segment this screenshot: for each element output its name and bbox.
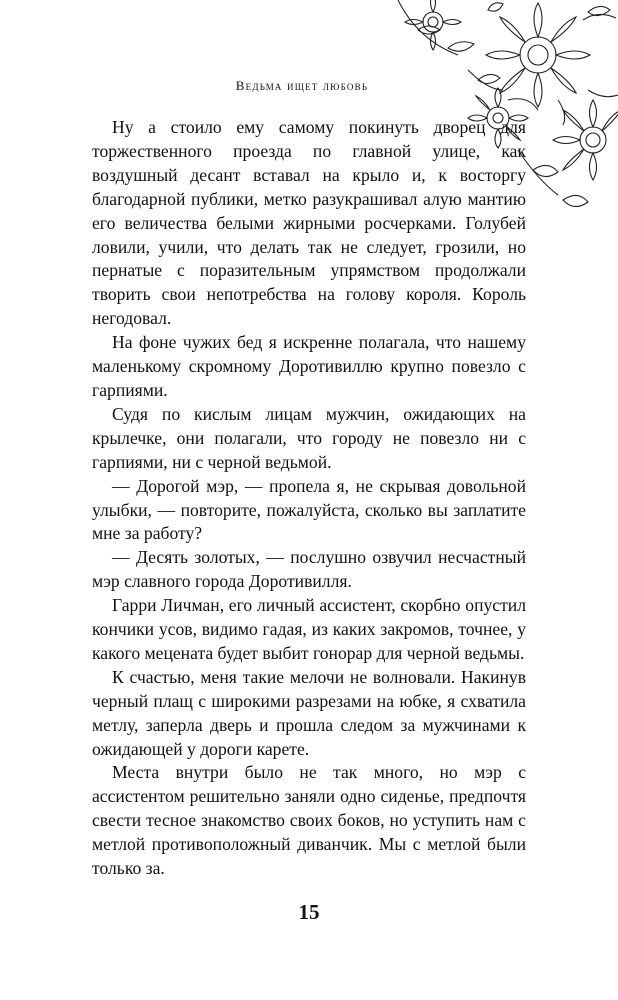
running-title: Ведьма ищет любовь — [235, 78, 369, 93]
paragraph: Ну а стоило ему самому покинуть дворец для торжественного проезда по главной улице, как воздушный десант вставал на крыло и, к восторгу благодарной публики, метко разукрашивал алую мантию его величества белыми жирными росчерками. Голубей ловили, учили, что делать так не следует, грозили, но пернатые с поразительным упрямством продолжали творить свои непотребства на голову короля. Король негодовал. — [92, 117, 526, 329]
paragraph: — Дорогой мэр, — пропела я, не скрывая довольной улыбки, — повторите, пожалуйста, сколько вы заплатите мне за работу? — [92, 475, 526, 544]
paragraph: Гарри Личман, его личный ассистент, скорбно опустил кончики усов, видимо гадая, из каких закромов, точнее, у какого мецената будет выбит гонорар для черной ведьмы. — [92, 595, 526, 663]
paragraph: Места внутри было не так много, но мэр с ассистентом решительно заняли одно сиденье, предпочтя свести тесное знакомство своих боков, но уступить нам с метлой противоположный диванчик. Мы с метлой были только за. — [92, 762, 526, 879]
page-number: 15 — [298, 900, 320, 924]
paragraph: На фоне чужих бед я искренне полагала, что нашему маленькому скромному Доротивиллю крупно повезло с гарпиями. — [92, 332, 526, 400]
paragraph: Судя по кислым лицам мужчин, ожидающих на крылечке, они полагали, что городу не повезло ни с гарпиями, ни с черной ведьмой. — [92, 403, 526, 472]
paragraph: К счастью, меня такие мелочи не волновали. Накинув черный плащ с широкими разрезами на юбке, я схватила метлу, заперла дверь и прошла следом за мужчинами к ожидающей у дороги карете. — [92, 666, 526, 759]
body-text — [92, 116, 526, 881]
paragraph: — Десять золотых, — послушно озвучил несчастный мэр славного города Доротивилля. — [92, 547, 526, 592]
